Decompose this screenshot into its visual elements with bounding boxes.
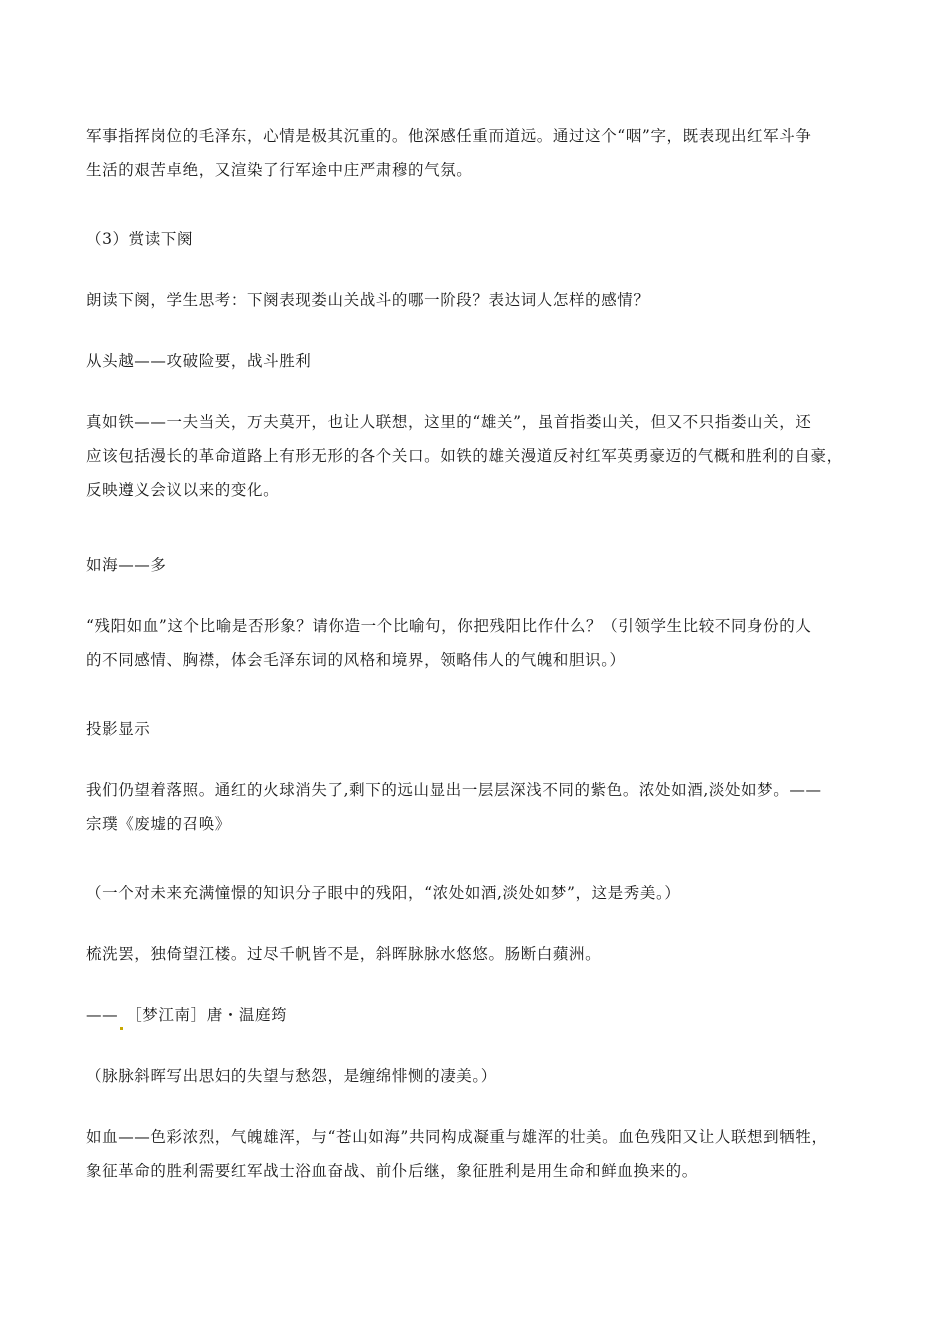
text-line: 梳洗罢，独倚望江楼。过尽千帆皆不是，斜晖脉脉水悠悠。肠断白蘋洲。 bbox=[86, 945, 602, 963]
text-line: 我们仍望着落照。通红的火球消失了,剩下的远山显出一层层深浅不同的紫色。浓处如酒,淡处如梦。—— bbox=[86, 781, 822, 799]
paragraph-projection bbox=[86, 712, 876, 746]
text-line: 应该包括漫长的革命道路上有形无形的各个关口。如铁的雄关漫道反衬红军英勇豪迈的气概和胜利的自豪， bbox=[86, 447, 843, 465]
paragraph-wen-attribution bbox=[86, 998, 876, 1032]
text-line: 真如铁——一夫当关，万夫莫开，也让人联想，这里的“雄关”，虽首指娄山关，但又不只指娄山关，还 bbox=[86, 413, 812, 431]
paragraph-ru-hai bbox=[86, 548, 876, 582]
text-line: 反映遵义会议以来的变化。 bbox=[86, 481, 280, 499]
text-line: （3）赏读下阕 bbox=[86, 230, 194, 248]
paragraph-wen-comment bbox=[86, 1059, 876, 1093]
paragraph-cong-tou-yue bbox=[86, 344, 876, 378]
text-line: 投影显示 bbox=[86, 720, 151, 738]
text-line: 宗璞《废墟的召唤》 bbox=[86, 815, 231, 833]
section-heading-lower-stanza bbox=[86, 222, 876, 256]
paragraph-metaphor-question bbox=[86, 609, 876, 677]
text-line: 象征革命的胜利需要红军战士浴血奋战、前仆后继，象征胜利是用生命和鲜血换来的。 bbox=[86, 1162, 698, 1180]
paragraph-mao-burden bbox=[86, 119, 876, 187]
paragraph-wen-poem bbox=[86, 937, 876, 971]
text-line: “残阳如血”这个比喻是否形象？请你造一个比喻句，你把残阳比作什么？（引领学生比较不同身份的人 bbox=[86, 617, 812, 635]
text-line: 如海——多 bbox=[86, 556, 167, 574]
marker-dot bbox=[120, 1027, 123, 1030]
paragraph-zongpu-comment bbox=[86, 876, 876, 910]
attribution-source: ［梦江南］唐・温庭筠 bbox=[126, 1006, 288, 1024]
text-line: 的不同感情、胸襟，体会毛泽东词的风格和境界，领略伟人的气魄和胆识。） bbox=[86, 651, 626, 669]
paragraph-ru-xue bbox=[86, 1120, 876, 1188]
text-line: 朗读下阕，学生思考：下阕表现娄山关战斗的哪一阶段？表达词人怎样的感情？ bbox=[86, 291, 650, 309]
text-line: 如血——色彩浓烈，气魄雄浑，与“苍山如海”共同构成凝重与雄浑的壮美。血色残阳又让人联想到牺牲， bbox=[86, 1128, 828, 1146]
attribution-dash: —— bbox=[86, 1006, 119, 1024]
text-line: 从头越——攻破险要，战斗胜利 bbox=[86, 352, 312, 370]
text-line: 军事指挥岗位的毛泽东，心情是极其沉重的。他深感任重而道远。通过这个“咽”字，既表现出红军斗争 bbox=[86, 127, 812, 145]
text-line: 生活的艰苦卓绝，又渲染了行军途中庄严肃穆的气氛。 bbox=[86, 161, 473, 179]
paragraph-zhen-ru-tie bbox=[86, 405, 876, 507]
text-line: （一个对未来充满憧憬的知识分子眼中的残阳，“浓处如酒,淡处如梦”，这是秀美。） bbox=[86, 884, 681, 902]
paragraph-reading-question bbox=[86, 283, 876, 317]
text-line bbox=[86, 998, 876, 1032]
paragraph-zongpu-quote bbox=[86, 773, 876, 841]
text-line: （脉脉斜晖写出思妇的失望与愁怨，是缠绵悱恻的凄美。） bbox=[86, 1067, 497, 1085]
